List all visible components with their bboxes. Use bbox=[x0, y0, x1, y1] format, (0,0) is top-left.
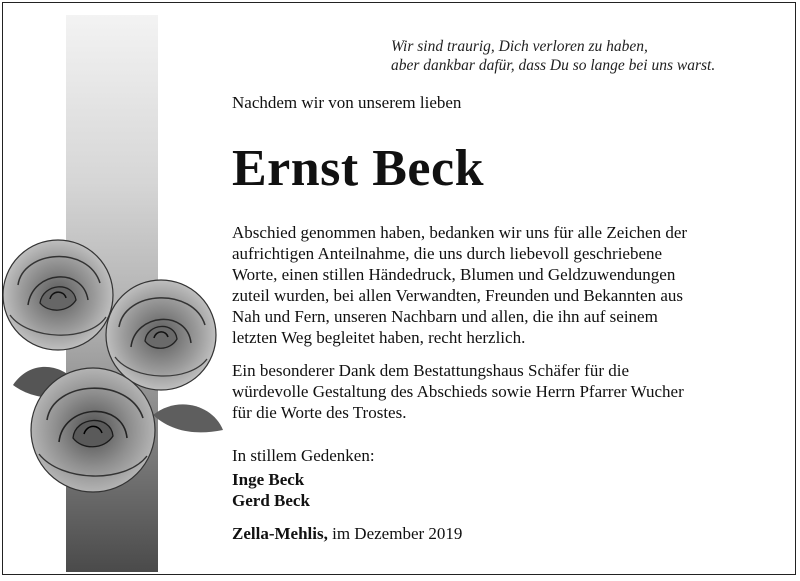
paragraph-line: aufrichtigen Anteilnahme, die uns durch liebevoll geschriebene bbox=[232, 244, 663, 263]
place-name: Zella-Mehlis, bbox=[232, 524, 328, 543]
quote-line: aber dankbar dafür, dass Du so lange bei uns warst. bbox=[391, 57, 716, 74]
quote-line: Wir sind traurig, Dich verloren zu haben, bbox=[391, 38, 648, 55]
rose-flower bbox=[106, 280, 216, 390]
date-text: im Dezember 2019 bbox=[332, 524, 463, 543]
rose-flower bbox=[31, 368, 155, 492]
paragraph-line: würdevolle Gestaltung des Abschieds sowie Herrn Pfarrer Wucher bbox=[232, 382, 684, 401]
paragraph-line: Ein besonderer Dank dem Bestattungshaus Schäfer für die bbox=[232, 361, 630, 380]
paragraph-line: Abschied genommen haben, bedanken wir uns für alle Zeichen der bbox=[232, 223, 688, 242]
paragraph-line: für die Worte des Trostes. bbox=[232, 403, 407, 422]
thanks-paragraph bbox=[232, 222, 687, 348]
signer-name: Inge Beck bbox=[232, 470, 305, 489]
closing-line: In stillem Gedenken: bbox=[232, 446, 375, 465]
paragraph-line: Nah und Fern, unseren Nachbarn und allen, die ihn auf seinem bbox=[232, 307, 658, 326]
leaf-shape bbox=[153, 404, 223, 432]
obituary-notice bbox=[2, 2, 796, 575]
paragraph-line: zuteil wurden, bei allen Verwandten, Freunden und Bekannten aus bbox=[232, 286, 683, 305]
roses-icon bbox=[3, 235, 233, 505]
signer-name: Gerd Beck bbox=[232, 491, 310, 510]
signers-list bbox=[232, 469, 310, 511]
intro-line: Nachdem wir von unserem lieben bbox=[232, 93, 462, 112]
place-date-line bbox=[232, 524, 462, 544]
paragraph-line: Worte, einen stillen Händedruck, Blumen und Geldzuwendungen bbox=[232, 265, 676, 284]
deceased-name: Ernst Beck bbox=[232, 140, 484, 197]
rose-flower bbox=[3, 240, 113, 350]
paragraph-line: letzten Weg begleitet haben, recht herzlich. bbox=[232, 328, 526, 347]
special-thanks-paragraph bbox=[232, 360, 684, 423]
memorial-quote bbox=[391, 37, 715, 75]
